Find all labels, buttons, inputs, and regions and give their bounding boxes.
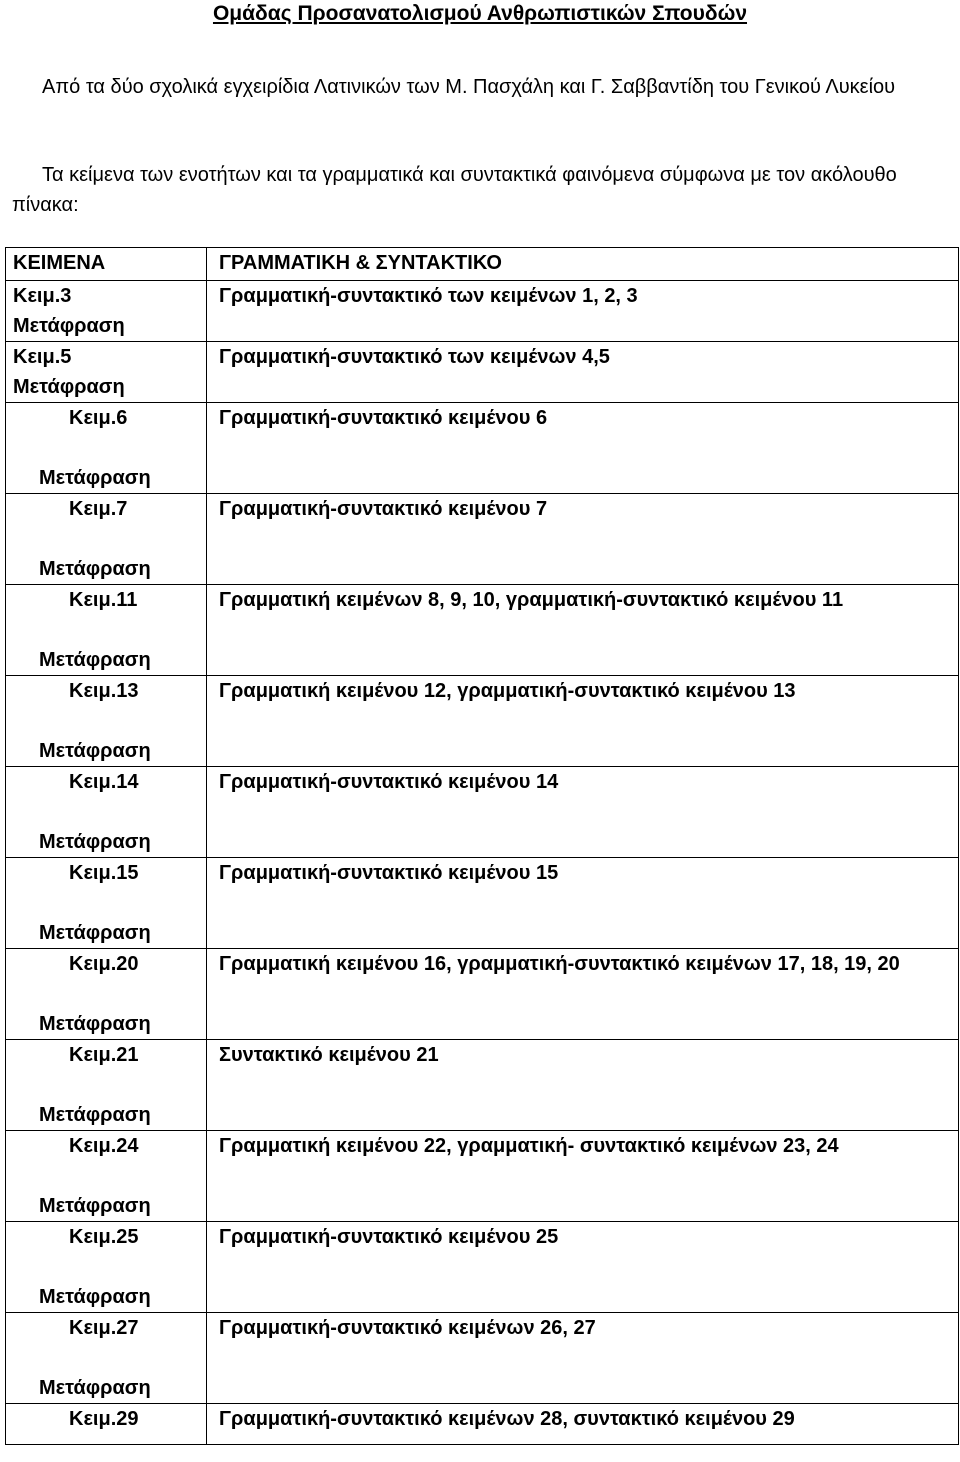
text-label: Κειμ.24 bbox=[69, 1135, 139, 1157]
intro-paragraph bbox=[12, 72, 948, 102]
translation-label: Μετάφραση bbox=[39, 558, 151, 580]
table-row bbox=[6, 1404, 959, 1445]
text-cell bbox=[6, 1131, 207, 1222]
grammar-cell: Γραμματική-συντακτικό των κειμένων 1, 2, 3 bbox=[207, 281, 959, 342]
text-cell bbox=[6, 949, 207, 1040]
table-row bbox=[6, 858, 959, 949]
translation-label: Μετάφραση bbox=[39, 649, 151, 671]
translation-label: Μετάφραση bbox=[39, 1013, 151, 1035]
header-texts: ΚΕΙΜΕΝΑ bbox=[6, 248, 207, 281]
text-cell bbox=[6, 676, 207, 767]
grammar-cell: Γραμματική κειμένου 16, γραμματική-συντακτικό κειμένων 17, 18, 19, 20 bbox=[207, 949, 959, 1040]
page-title: Ομάδας Προσανατολισμού Ανθρωπιστικών Σπουδών bbox=[212, 2, 748, 25]
table-row bbox=[6, 1040, 959, 1131]
grammar-cell: Γραμματική κειμένου 12, γραμματική-συντακτικό κειμένου 13 bbox=[207, 676, 959, 767]
translation-label: Μετάφραση bbox=[39, 831, 151, 853]
text-cell bbox=[6, 1040, 207, 1131]
translation-label: Μετάφραση bbox=[39, 1377, 151, 1399]
table-row bbox=[6, 494, 959, 585]
table-row bbox=[6, 342, 959, 403]
syllabus-table bbox=[5, 247, 959, 1445]
text-label: Κειμ.27 bbox=[69, 1317, 139, 1339]
text-label: Κειμ.20 bbox=[69, 953, 139, 975]
text-label: Κειμ.15 bbox=[69, 862, 139, 884]
grammar-cell: Γραμματική-συντακτικό κειμένου 6 bbox=[207, 403, 959, 494]
grammar-cell: Γραμματική-συντακτικό κειμένου 15 bbox=[207, 858, 959, 949]
table-row bbox=[6, 676, 959, 767]
translation-label: Μετάφραση bbox=[13, 376, 125, 398]
text-label: Κειμ.5 bbox=[13, 346, 72, 368]
table-row bbox=[6, 949, 959, 1040]
table-header-row bbox=[6, 248, 959, 281]
table-row bbox=[6, 1313, 959, 1404]
table-row bbox=[6, 585, 959, 676]
text-cell bbox=[6, 1313, 207, 1404]
text-cell bbox=[6, 1404, 207, 1445]
translation-label: Μετάφραση bbox=[13, 315, 125, 337]
intro-text: Από τα δύο σχολικά εγχειρίδια Λατινικών των Μ. Πασχάλη και Γ. Σαββαντίδη του Γενικού Λυκείου bbox=[42, 76, 896, 98]
table-row bbox=[6, 403, 959, 494]
grammar-cell: Γραμματική κειμένου 22, γραμματική- συντακτικό κειμένων 23, 24 bbox=[207, 1131, 959, 1222]
grammar-cell: Γραμματική-συντακτικό κειμένων 28, συντακτικό κειμένου 29 bbox=[207, 1404, 959, 1445]
text-label: Κειμ.21 bbox=[69, 1044, 139, 1066]
text-label: Κειμ.13 bbox=[69, 680, 139, 702]
text-label: Κειμ.11 bbox=[69, 589, 138, 611]
text-label: Κειμ.3 bbox=[13, 285, 72, 307]
text-cell bbox=[6, 281, 207, 342]
text-label: Κειμ.14 bbox=[69, 771, 139, 793]
grammar-cell: Γραμματική-συντακτικό των κειμένων 4,5 bbox=[207, 342, 959, 403]
table-row bbox=[6, 281, 959, 342]
grammar-cell: Συντακτικό κειμένου 21 bbox=[207, 1040, 959, 1131]
translation-label: Μετάφραση bbox=[39, 1286, 151, 1308]
text-cell bbox=[6, 585, 207, 676]
text-cell bbox=[6, 494, 207, 585]
header-grammar: ΓΡΑΜΜΑΤΙΚΗ & ΣΥΝΤΑΚΤΙΚΟ bbox=[207, 248, 959, 281]
grammar-cell: Γραμματική-συντακτικό κειμένων 26, 27 bbox=[207, 1313, 959, 1404]
table-row bbox=[6, 1131, 959, 1222]
text-label: Κειμ.6 bbox=[69, 407, 128, 429]
text-cell bbox=[6, 1222, 207, 1313]
intro2-paragraph bbox=[12, 160, 948, 220]
text-label: Κειμ.25 bbox=[69, 1226, 139, 1248]
translation-label: Μετάφραση bbox=[39, 1195, 151, 1217]
translation-label: Μετάφραση bbox=[39, 467, 151, 489]
translation-label: Μετάφραση bbox=[39, 922, 151, 944]
intro2-text: Τα κείμενα των ενοτήτων και τα γραμματικά και συντακτικά φαινόμενα σύμφωνα με τον ακόλουθο πίνακα: bbox=[12, 164, 897, 216]
grammar-cell: Γραμματική-συντακτικό κειμένου 14 bbox=[207, 767, 959, 858]
grammar-cell: Γραμματική-συντακτικό κειμένου 7 bbox=[207, 494, 959, 585]
table-row bbox=[6, 767, 959, 858]
text-cell bbox=[6, 858, 207, 949]
text-cell bbox=[6, 342, 207, 403]
text-label: Κειμ.7 bbox=[69, 498, 128, 520]
grammar-cell: Γραμματική κειμένων 8, 9, 10, γραμματική-συντακτικό κειμένου 11 bbox=[207, 585, 959, 676]
translation-label: Μετάφραση bbox=[39, 1104, 151, 1126]
translation-label: Μετάφραση bbox=[39, 740, 151, 762]
text-cell bbox=[6, 403, 207, 494]
text-cell bbox=[6, 767, 207, 858]
grammar-cell: Γραμματική-συντακτικό κειμένου 25 bbox=[207, 1222, 959, 1313]
text-label: Κειμ.29 bbox=[69, 1408, 139, 1430]
table-row bbox=[6, 1222, 959, 1313]
